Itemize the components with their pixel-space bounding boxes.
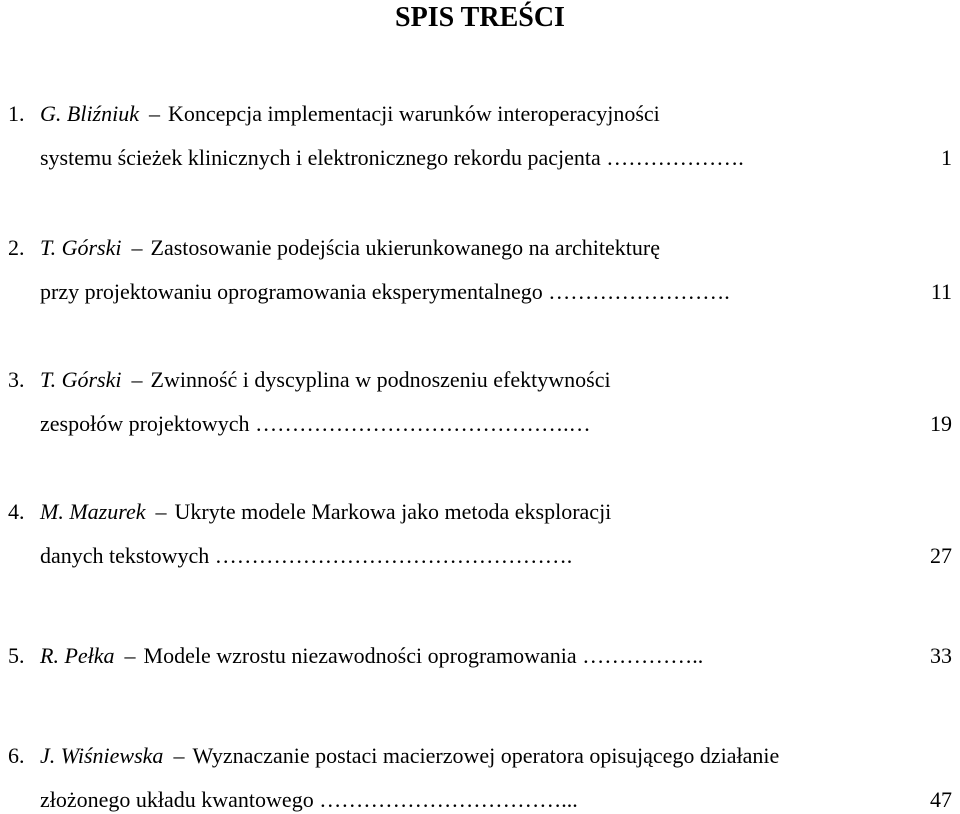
entry-title-line1: Zwinność i dyscyplina w podnoszeniu efektywności <box>150 367 611 392</box>
entry-title-line1: Zastosowanie podejścia ukierunkowanego na architekturę <box>150 235 660 260</box>
entry-title-line2: przy projektowaniu oprogramowania eksperymentalnego <box>40 279 543 304</box>
entry-dots: …………………………………………. <box>214 543 573 568</box>
toc-entry-continuation <box>40 786 578 814</box>
entry-page-number: 33 <box>930 643 952 668</box>
entry-page-number: 1 <box>941 145 952 170</box>
toc-entry-heading <box>8 498 611 526</box>
entry-author: J. Wiśniewska <box>40 743 164 768</box>
toc-entry-continuation <box>40 410 591 438</box>
entry-dash: – <box>155 499 167 524</box>
entry-dots: ……………………. <box>548 279 730 304</box>
entry-dash: – <box>131 235 143 260</box>
entry-page-number: 27 <box>930 543 952 568</box>
entry-title-line2: zespołów projektowych <box>40 411 250 436</box>
entry-author: T. Górski <box>40 367 122 392</box>
entry-title-line2: złożonego układu kwantowego <box>40 787 314 812</box>
entry-dash: – <box>124 643 136 668</box>
toc-entry-continuation <box>40 542 572 570</box>
toc-entry-heading <box>8 642 703 670</box>
entry-author: M. Mazurek <box>40 499 146 524</box>
toc-entry-heading <box>8 366 611 394</box>
entry-number: 5. <box>8 643 25 668</box>
entry-dash: – <box>149 101 160 126</box>
toc-entry-heading <box>8 234 660 262</box>
entry-page-number: 19 <box>930 411 952 436</box>
entry-number: 2. <box>8 235 25 260</box>
entry-number: 3. <box>8 367 25 392</box>
entry-author: R. Pełka <box>40 643 115 668</box>
entry-title-line2: danych tekstowych <box>40 543 210 568</box>
entry-page-number: 11 <box>930 279 952 304</box>
entry-title-line1: Modele wzrostu niezawodności oprogramowania <box>143 643 577 668</box>
entry-dots: ……………………………... <box>319 787 578 812</box>
entry-dash: – <box>131 367 143 392</box>
entry-title-line1: Wyznaczanie postaci macierzowej operatora opisującego działanie <box>192 743 780 768</box>
entry-dash: – <box>173 743 185 768</box>
entry-title-line2: systemu ścieżek klinicznych i elektronicznego rekordu pacjenta <box>40 145 601 170</box>
page-title: SPIS TREŚCI <box>395 2 565 33</box>
entry-number: 4. <box>8 499 25 524</box>
entry-dots: …………………………………….… <box>255 411 591 436</box>
entry-author: G. Bliźniuk <box>40 101 139 126</box>
entry-title-line1: Koncepcja implementacji warunków interoperacyjności <box>168 101 660 126</box>
entry-title-line1: Ukryte modele Markowa jako metoda eksploracji <box>174 499 612 524</box>
toc-entry-heading <box>8 742 779 770</box>
entry-number: 1. <box>8 101 25 126</box>
entry-number: 6. <box>8 743 25 768</box>
toc-entry-continuation <box>40 278 730 306</box>
toc-entry-heading <box>8 100 660 128</box>
entry-dots: …………….. <box>582 643 704 668</box>
entry-dots: ………………. <box>606 145 744 170</box>
toc-entry-continuation <box>40 144 744 172</box>
entry-page-number: 47 <box>930 787 952 812</box>
entry-author: T. Górski <box>40 235 122 260</box>
